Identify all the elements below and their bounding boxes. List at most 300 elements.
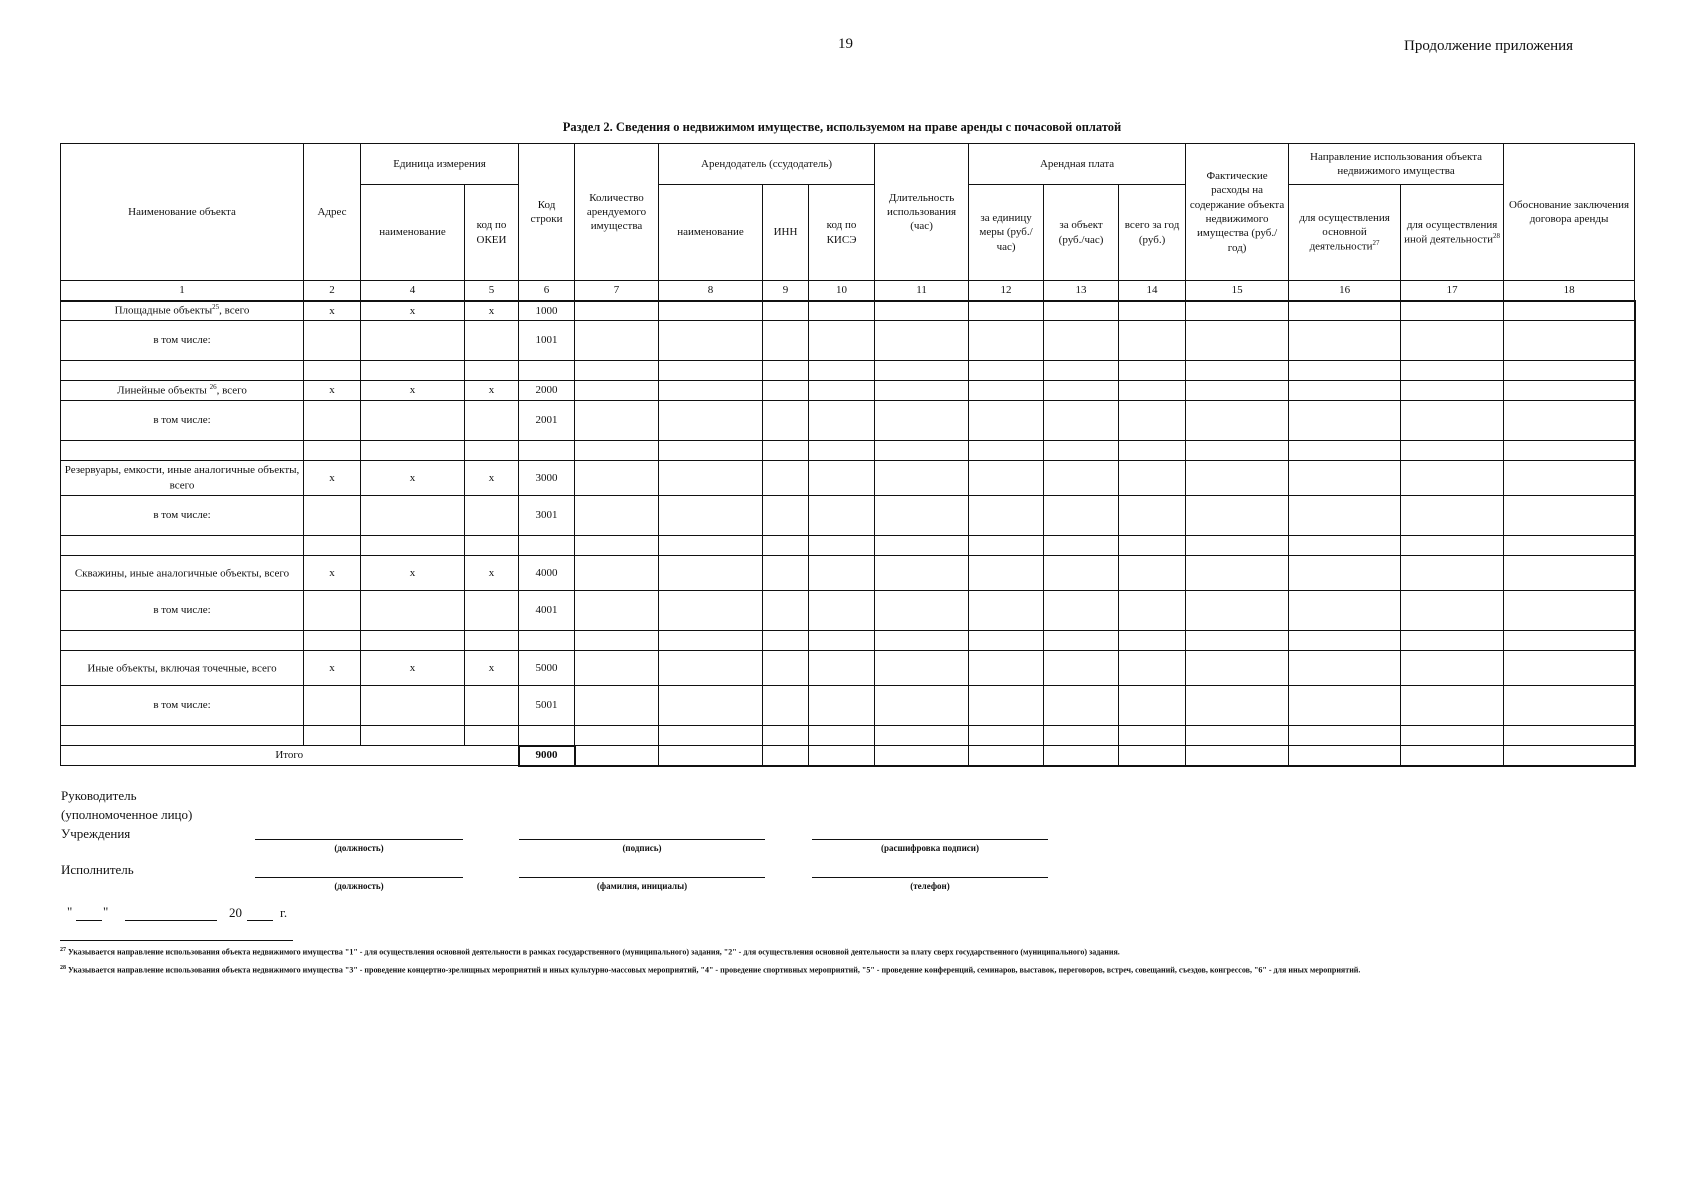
table-cell <box>1119 556 1186 591</box>
table-cell <box>763 536 809 556</box>
table-cell <box>1289 496 1401 536</box>
table-cell <box>61 441 304 461</box>
table-cell <box>969 381 1044 401</box>
column-number: 17 <box>1401 281 1504 301</box>
table-cell <box>1504 631 1635 651</box>
table-cell <box>304 361 361 381</box>
table-cell <box>304 536 361 556</box>
in-that-number-label: в том числе: <box>61 496 304 536</box>
table-cell <box>1044 651 1119 686</box>
table-cell <box>659 746 763 766</box>
footnote-28: $^{28}$ Указывается направление использования объекта недвижимого имущества "3" - проведение концертно-зрелищных мероприятий и иных культурно-массовых мероприятий, "4" - проведение спортивных мероприятий, "5" - проведение конференций, семинаров, выставок, переговоров, встреч, совещаний, съездов, конгрессов, "6" - для иных мероприятий. <box>60 965 1361 975</box>
table-cell <box>1289 461 1401 496</box>
column-number: 5 <box>465 281 519 301</box>
header-quantity: Количество арендуемого имущества <box>575 144 659 281</box>
table-cell <box>1044 591 1119 631</box>
table-cell <box>1289 651 1401 686</box>
table-cell <box>1504 686 1635 726</box>
table-cell <box>1186 556 1289 591</box>
table-cell <box>1044 556 1119 591</box>
table-cell <box>1401 496 1504 536</box>
table-cell <box>875 401 969 441</box>
x-mark: x <box>361 651 465 686</box>
table-cell <box>1504 401 1635 441</box>
table-cell <box>809 651 875 686</box>
table-cell <box>1044 746 1119 766</box>
executor-position-caption: (должность) <box>334 881 384 891</box>
section-title: Раздел 2. Сведения о недвижимом имуществе, используемом на праве аренды с почасовой оплатой <box>562 120 1122 134</box>
table-cell <box>763 321 809 361</box>
header-unit-name: наименование <box>361 185 465 281</box>
table-cell <box>969 686 1044 726</box>
object-name: Резервуары, емкости, иные аналогичные объекты, всего <box>61 461 304 496</box>
table-cell <box>1186 321 1289 361</box>
table-cell <box>1186 686 1289 726</box>
x-mark: x <box>304 301 361 321</box>
table-cell <box>1504 591 1635 631</box>
table-row <box>61 496 1635 536</box>
table-cell <box>809 536 875 556</box>
table-cell <box>1044 361 1119 381</box>
table-cell <box>575 686 659 726</box>
x-mark: x <box>304 556 361 591</box>
total-row <box>61 746 1635 766</box>
table-cell <box>659 631 763 651</box>
table-cell <box>361 321 465 361</box>
table-cell <box>809 441 875 461</box>
table-cell <box>659 361 763 381</box>
x-mark: x <box>361 381 465 401</box>
table-cell <box>1044 321 1119 361</box>
date-year-prefix: 20 <box>229 905 242 920</box>
page-number: 19 <box>838 36 853 52</box>
header-rent-group: Арендная плата <box>969 144 1186 185</box>
date-quote-open: " <box>67 904 73 919</box>
row-code: 3001 <box>519 496 575 536</box>
table-cell <box>465 686 519 726</box>
row-code: 5001 <box>519 686 575 726</box>
table-cell <box>1401 536 1504 556</box>
head-signatory <box>61 786 192 843</box>
table-cell <box>659 301 763 321</box>
table-cell <box>763 301 809 321</box>
table-cell <box>763 556 809 591</box>
object-name: Площадные объекты$^{25}$, всего <box>61 301 304 321</box>
table-cell <box>1186 746 1289 766</box>
head-line1: Руководитель <box>61 788 137 803</box>
table-cell <box>1289 556 1401 591</box>
table-cell <box>969 321 1044 361</box>
table-cell <box>1504 361 1635 381</box>
x-mark: x <box>304 461 361 496</box>
in-that-number-label: в том числе: <box>61 686 304 726</box>
table-cell <box>1044 496 1119 536</box>
in-that-number-label: в том числе: <box>61 591 304 631</box>
table-cell <box>1044 461 1119 496</box>
table-cell <box>763 401 809 441</box>
table-cell <box>1044 301 1119 321</box>
table-cell <box>1186 381 1289 401</box>
table-cell <box>304 631 361 651</box>
executor-position-line <box>255 877 463 878</box>
table-cell <box>875 746 969 766</box>
total-label: Итого <box>61 746 519 766</box>
column-number: 1 <box>61 281 304 301</box>
table-cell <box>659 461 763 496</box>
table-cell <box>659 536 763 556</box>
phone-line <box>812 877 1048 878</box>
table-cell <box>809 631 875 651</box>
table-cell <box>1119 461 1186 496</box>
table-cell <box>1119 746 1186 766</box>
date-month-line <box>125 920 217 921</box>
table-cell <box>809 496 875 536</box>
header-address: Адрес <box>304 144 361 281</box>
table-cell <box>1119 631 1186 651</box>
table-row <box>61 686 1635 726</box>
table-cell <box>575 651 659 686</box>
table-cell <box>809 746 875 766</box>
table-cell <box>575 301 659 321</box>
table-cell <box>465 321 519 361</box>
table-cell <box>1119 726 1186 746</box>
column-number: 14 <box>1119 281 1186 301</box>
table-cell <box>1289 361 1401 381</box>
x-mark: x <box>465 301 519 321</box>
table-cell <box>875 321 969 361</box>
table-cell <box>1044 536 1119 556</box>
table-cell <box>1289 746 1401 766</box>
table-cell <box>465 361 519 381</box>
header-rent-year: всего за год (руб.) <box>1119 185 1186 281</box>
table-cell <box>875 651 969 686</box>
x-mark: x <box>361 301 465 321</box>
column-numbers-row <box>61 281 1635 301</box>
table-cell <box>1504 441 1635 461</box>
object-name: Иные объекты, включая точечные, всего <box>61 651 304 686</box>
table-cell <box>763 441 809 461</box>
table-cell <box>575 556 659 591</box>
table-cell <box>1504 461 1635 496</box>
header-unit-code: код по ОКЕИ <box>465 185 519 281</box>
table-cell <box>809 401 875 441</box>
table-cell <box>659 441 763 461</box>
table-cell <box>763 381 809 401</box>
table-cell <box>361 401 465 441</box>
decoding-line <box>812 839 1048 840</box>
table-cell <box>361 496 465 536</box>
position-line <box>255 839 463 840</box>
in-that-number-label: в том числе: <box>61 321 304 361</box>
x-mark: x <box>465 461 519 496</box>
table-cell <box>1186 631 1289 651</box>
table-cell <box>1119 401 1186 441</box>
table-cell <box>1401 651 1504 686</box>
table-cell <box>361 631 465 651</box>
table-cell <box>1289 321 1401 361</box>
table-cell <box>1119 361 1186 381</box>
table-cell <box>1504 536 1635 556</box>
table-cell <box>519 441 575 461</box>
table-cell <box>361 686 465 726</box>
table-cell <box>1186 726 1289 746</box>
table-cell <box>969 496 1044 536</box>
header-lessor-name: наименование <box>659 185 763 281</box>
header-lessor-group: Арендодатель (ссудодатель) <box>659 144 875 185</box>
table-row <box>61 726 1635 746</box>
table-cell <box>1504 321 1635 361</box>
table-cell <box>519 361 575 381</box>
row-code: 2001 <box>519 401 575 441</box>
table-cell <box>1401 381 1504 401</box>
table-cell <box>1289 301 1401 321</box>
date-quote-close: " <box>103 904 109 919</box>
table-cell <box>465 401 519 441</box>
table-cell <box>969 746 1044 766</box>
table-row <box>61 536 1635 556</box>
property-table <box>60 143 1636 767</box>
date-year-suffix: г. <box>280 905 288 920</box>
column-number: 13 <box>1044 281 1119 301</box>
table-cell <box>763 651 809 686</box>
table-cell <box>659 321 763 361</box>
table-cell <box>875 496 969 536</box>
table-cell <box>1289 536 1401 556</box>
header-direction-group: Направление использования объекта недвижимого имущества <box>1289 144 1504 185</box>
row-code: 3000 <box>519 461 575 496</box>
table-row <box>61 651 1635 686</box>
table-cell <box>1504 556 1635 591</box>
table-cell <box>809 381 875 401</box>
table-cell <box>575 441 659 461</box>
table-cell <box>763 746 809 766</box>
table-cell <box>875 301 969 321</box>
table-cell <box>659 686 763 726</box>
table-cell <box>809 301 875 321</box>
table-cell <box>1119 536 1186 556</box>
footnote-27: $^{27}$ Указывается направление использования объекта недвижимого имущества "1" - для осуществления основной деятельности в рамках государственного (муниципального) задания, "2" - для осуществления основной деятельности за плату сверх государственного (муниципального) задания. <box>60 947 1120 957</box>
table-cell <box>304 686 361 726</box>
table-cell <box>1186 536 1289 556</box>
column-number: 7 <box>575 281 659 301</box>
table-cell <box>575 726 659 746</box>
column-number: 11 <box>875 281 969 301</box>
table-cell <box>1186 441 1289 461</box>
column-number: 10 <box>809 281 875 301</box>
table-cell <box>1401 591 1504 631</box>
table-cell <box>1119 591 1186 631</box>
table-cell <box>1119 686 1186 726</box>
table-cell <box>575 321 659 361</box>
table-cell <box>1186 301 1289 321</box>
row-code: 1000 <box>519 301 575 321</box>
column-number: 12 <box>969 281 1044 301</box>
table-cell <box>575 591 659 631</box>
table-cell <box>1119 321 1186 361</box>
table-cell <box>1504 651 1635 686</box>
header-direction-main: для осуществления основной деятельности$^{27}$ <box>1289 185 1401 281</box>
column-number: 6 <box>519 281 575 301</box>
table-cell <box>1186 591 1289 631</box>
header-rent-object: за объект (руб./час) <box>1044 185 1119 281</box>
table-cell <box>1044 381 1119 401</box>
header-unit-group: Единица измерения <box>361 144 519 185</box>
table-cell <box>519 631 575 651</box>
in-that-number-label: в том числе: <box>61 401 304 441</box>
table-cell <box>61 361 304 381</box>
table-row <box>61 301 1635 321</box>
column-number: 15 <box>1186 281 1289 301</box>
table-cell <box>361 361 465 381</box>
table-row <box>61 631 1635 651</box>
x-mark: x <box>465 381 519 401</box>
table-cell <box>1289 686 1401 726</box>
x-mark: x <box>361 556 465 591</box>
table-cell <box>969 651 1044 686</box>
table-cell <box>763 496 809 536</box>
table-cell <box>575 401 659 441</box>
header-justification: Обоснование заключения договора аренды <box>1504 144 1635 281</box>
table-cell <box>1401 746 1504 766</box>
table-cell <box>875 441 969 461</box>
header-lessor-kise: код по КИСЭ <box>809 185 875 281</box>
column-number: 8 <box>659 281 763 301</box>
head-line2: (уполномоченное лицо) <box>61 807 193 822</box>
table-cell <box>1504 726 1635 746</box>
table-cell <box>809 591 875 631</box>
table-cell <box>304 401 361 441</box>
column-number: 18 <box>1504 281 1635 301</box>
table-cell <box>969 631 1044 651</box>
table-cell <box>659 591 763 631</box>
table-cell <box>875 361 969 381</box>
table-cell <box>575 746 659 766</box>
table-cell <box>875 536 969 556</box>
table-cell <box>969 401 1044 441</box>
table-cell <box>304 496 361 536</box>
table-cell <box>875 631 969 651</box>
table-cell <box>969 536 1044 556</box>
header-duration: Длительность использования (час) <box>875 144 969 281</box>
table-cell <box>1504 301 1635 321</box>
table-cell <box>1401 631 1504 651</box>
table-cell <box>361 726 465 746</box>
fio-line <box>519 877 765 878</box>
table-cell <box>1289 381 1401 401</box>
table-cell <box>61 726 304 746</box>
signature-line <box>519 839 765 840</box>
executor-label: Исполнитель <box>61 862 134 877</box>
table-cell <box>809 686 875 726</box>
table-cell <box>1401 686 1504 726</box>
table-cell <box>1044 631 1119 651</box>
header-rent-unit: за единицу меры (руб./час) <box>969 185 1044 281</box>
table-cell <box>1186 651 1289 686</box>
table-cell <box>875 556 969 591</box>
row-code: 4001 <box>519 591 575 631</box>
signature-caption: (подпись) <box>622 843 662 853</box>
table-cell <box>465 591 519 631</box>
x-mark: x <box>361 461 465 496</box>
object-name: Скважины, иные аналогичные объекты, всего <box>61 556 304 591</box>
table-cell <box>969 301 1044 321</box>
table-cell <box>659 726 763 746</box>
total-code: 9000 <box>519 746 575 766</box>
table-cell <box>465 441 519 461</box>
table-cell <box>1186 361 1289 381</box>
column-number: 16 <box>1289 281 1401 301</box>
table-cell <box>1401 301 1504 321</box>
table-cell <box>61 631 304 651</box>
table-row <box>61 556 1635 591</box>
date-year-line <box>247 920 273 921</box>
x-mark: x <box>465 556 519 591</box>
table-cell <box>1289 401 1401 441</box>
phone-caption: (телефон) <box>910 881 950 891</box>
table-cell <box>969 726 1044 746</box>
table-cell <box>763 361 809 381</box>
footnote-separator <box>60 940 293 941</box>
table-cell <box>361 536 465 556</box>
column-number: 2 <box>304 281 361 301</box>
table-cell <box>1044 441 1119 461</box>
table-cell <box>763 461 809 496</box>
table-cell <box>575 461 659 496</box>
row-code: 4000 <box>519 556 575 591</box>
table-cell <box>1401 361 1504 381</box>
table-cell <box>1186 496 1289 536</box>
header-lessor-inn: ИНН <box>763 185 809 281</box>
table-cell <box>969 591 1044 631</box>
table-cell <box>875 591 969 631</box>
x-mark: x <box>465 651 519 686</box>
table-cell <box>575 496 659 536</box>
table-cell <box>1401 726 1504 746</box>
table-cell <box>1044 686 1119 726</box>
table-cell <box>659 401 763 441</box>
table-cell <box>1401 441 1504 461</box>
table-cell <box>763 631 809 651</box>
table-cell <box>1504 746 1635 766</box>
table-cell <box>304 726 361 746</box>
table-cell <box>575 631 659 651</box>
table-row <box>61 401 1635 441</box>
position-caption: (должность) <box>334 843 384 853</box>
header-row-code: Код строки <box>519 144 575 281</box>
table-cell <box>659 651 763 686</box>
table-cell <box>304 321 361 361</box>
table-cell <box>1504 381 1635 401</box>
table-cell <box>519 536 575 556</box>
table-cell <box>1186 401 1289 441</box>
table-cell <box>1119 381 1186 401</box>
table-cell <box>875 381 969 401</box>
table-cell <box>1504 496 1635 536</box>
table-cell <box>1289 631 1401 651</box>
table-cell <box>304 591 361 631</box>
x-mark: x <box>304 381 361 401</box>
table-cell <box>1401 556 1504 591</box>
date-day-line <box>76 920 102 921</box>
table-cell <box>659 496 763 536</box>
table-cell <box>809 321 875 361</box>
table-cell <box>969 461 1044 496</box>
table-cell <box>465 496 519 536</box>
table-cell <box>969 441 1044 461</box>
table-cell <box>575 381 659 401</box>
table-cell <box>969 361 1044 381</box>
table-cell <box>361 441 465 461</box>
